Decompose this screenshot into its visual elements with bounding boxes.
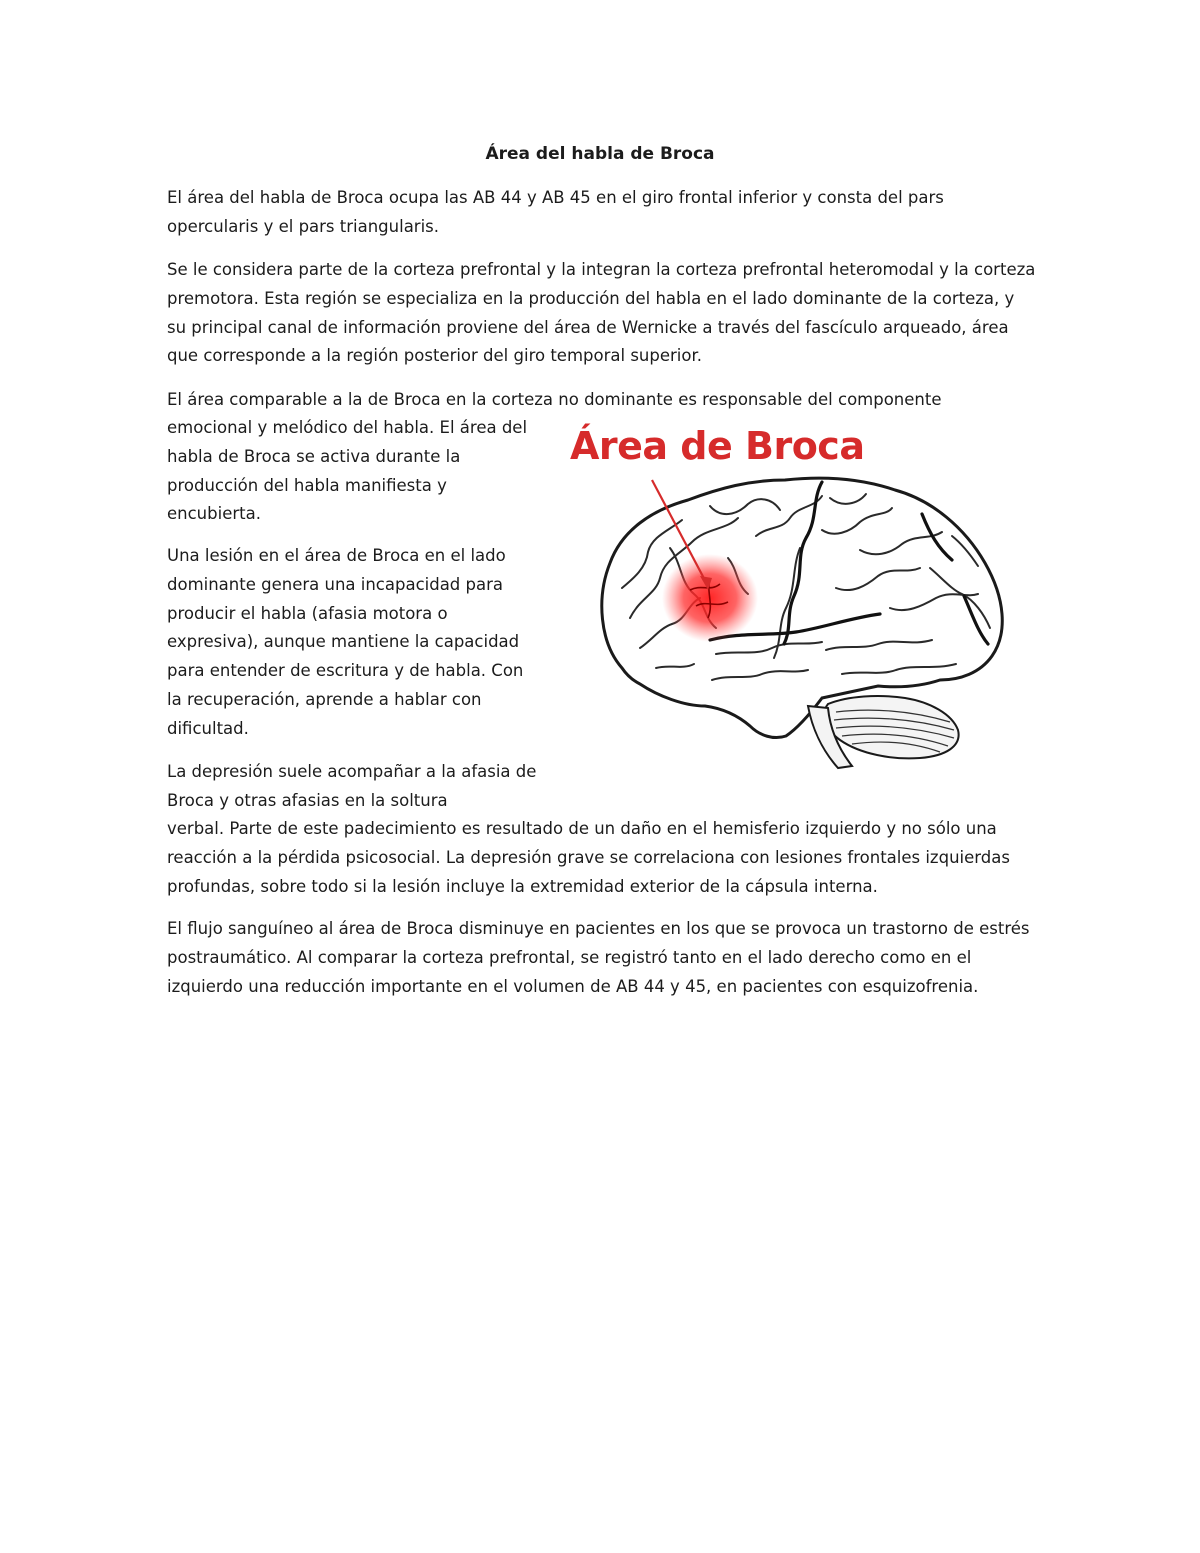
paragraph-non-dominant-wrap: emocional y melódico del habla. El área del habla de Broca se activa durante la producción del habla manifiesta y encubierta. bbox=[167, 418, 528, 524]
paragraph-broca-location: El área del habla de Broca ocupa las AB 44 y AB 45 en el giro frontal inferior y consta del pars opercularis y el pars triangularis. bbox=[167, 188, 944, 236]
broca-area-figure bbox=[560, 418, 1020, 778]
brain-outline bbox=[602, 478, 1002, 737]
document-title: Área del habla de Broca bbox=[485, 144, 715, 164]
brain-illustration bbox=[560, 418, 1020, 778]
paragraph-depression-wrap: La depresión suele acompañar a la afasia de Broca y otras afasias en la soltura bbox=[167, 762, 537, 810]
paragraph-non-dominant-intro: El área comparable a la de Broca en la corteza no dominante es responsable del componente bbox=[167, 390, 942, 409]
paragraph-prefrontal-cortex: Se le considera parte de la corteza prefrontal y la integran la corteza prefrontal heteromodal y la corteza premotora. Esta región se especializa en la producción del habla en el lado dominante de la corteza, y su principal canal de información proviene del área de Wernicke a través del fascículo arqueado, área que corresponde a la región posterior del giro temporal superior. bbox=[167, 260, 1036, 366]
paragraph-depression-continued: verbal. Parte de este padecimiento es resultado de un daño en el hemisferio izquierdo y no sólo una reacción a la pérdida psicosocial. La depresión grave se correlaciona con lesiones frontales izquierdas profundas, sobre todo si la lesión incluye la extremidad exterior de la cápsula interna. bbox=[167, 819, 1010, 896]
paragraph-blood-flow: El flujo sanguíneo al área de Broca disminuye en pacientes en los que se provoca un trastorno de estrés postraumático. Al comparar la corteza prefrontal, se registró tanto en el lado derecho como en el izquierdo una reducción importante en el volumen de AB 44 y 45, en pacientes con esquizofrenia. bbox=[167, 919, 1030, 996]
paragraph-lesion: Una lesión en el área de Broca en el lado dominante genera una incapacidad para producir el habla (afasia motora o expresiva), aunque mantiene la capacidad para entender de escritura y de habla. Con la recuperación, aprende a hablar con dificultad. bbox=[167, 546, 524, 738]
figure-label: Área de Broca bbox=[570, 424, 865, 468]
